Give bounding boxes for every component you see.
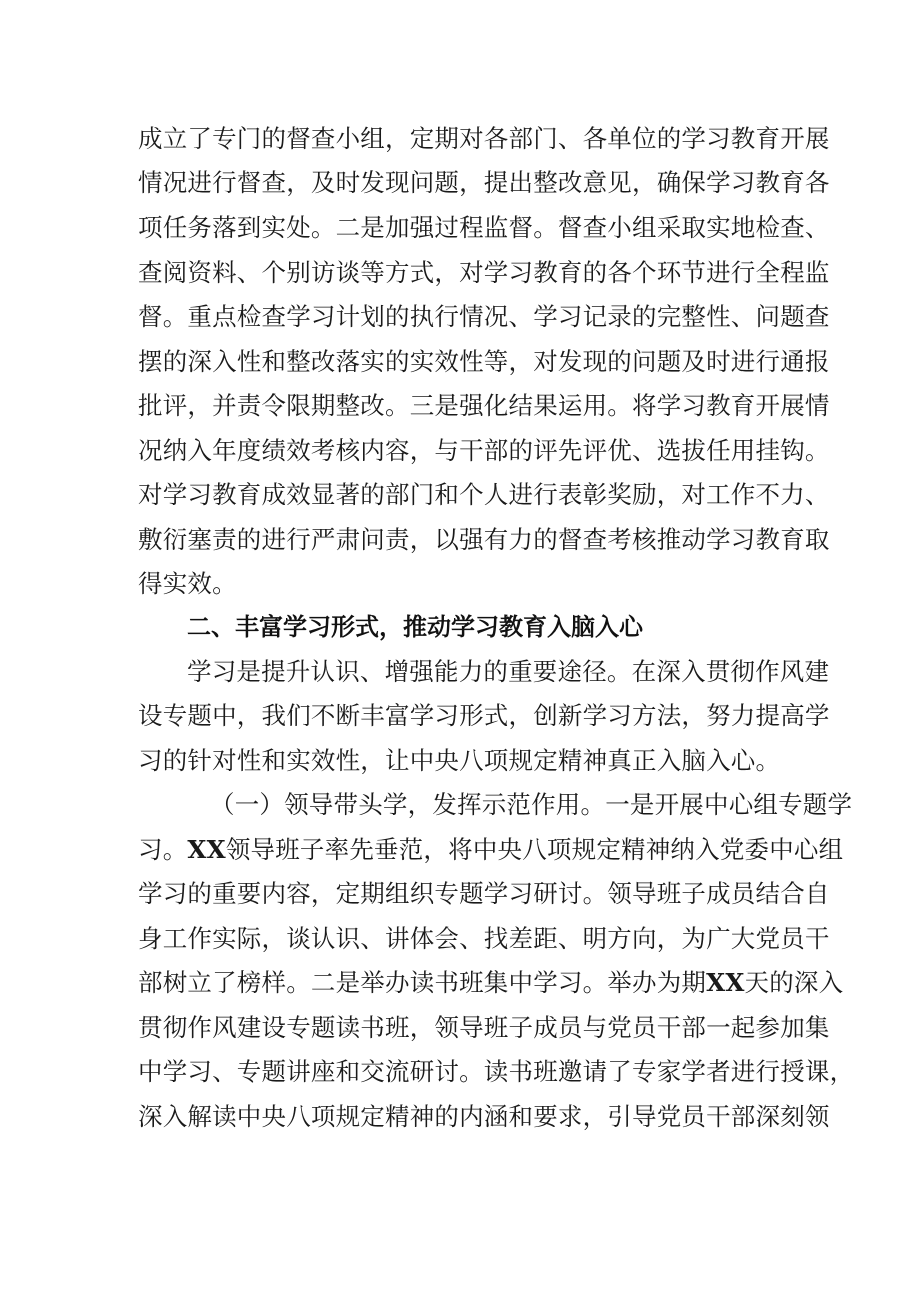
paragraph-3-line-8: 深入解读中央八项规定精神的内涵和要求，引导党员干部深刻领 <box>138 1102 830 1131</box>
paragraph-3-line-2 <box>138 835 844 865</box>
paragraph-1-line-2: 情况进行督查，及时发现问题，提出整改意见，确保学习教育各 <box>138 168 830 197</box>
paragraph-1-line-6: 摆的深入性和整改落实的实效性等，对发现的问题及时进行通报 <box>138 347 830 376</box>
paragraph-3-line-6: 贯彻作风建设专题读书班，领导班子成员与党员干部一起参加集 <box>138 1013 830 1042</box>
paragraph-1-line-4: 查阅资料、个别访谈等方式，对学习教育的各个环节进行全程监 <box>138 258 830 287</box>
paragraph-2-line-1: 学习是提升认识、增强能力的重要途径。在深入贯彻作风建 <box>187 657 830 686</box>
paragraph-2-line-2: 设专题中，我们不断丰富学习形式，创新学习方法，努力提高学 <box>138 701 830 730</box>
paragraph-1-line-7: 批评，并责令限期整改。三是强化结果运用。将学习教育开展情 <box>138 391 830 420</box>
placeholder-xx: XX <box>187 835 226 864</box>
section-heading: 二、丰富学习形式，推动学习教育入脑入心 <box>187 613 643 641</box>
paragraph-2-line-3: 习的针对性和实效性，让中央八项规定精神真正入脑入心。 <box>138 746 781 775</box>
paragraph-3-line-5 <box>138 968 844 998</box>
paragraph-3-line-1: （一）领导带头学，发挥示范作用。一是开展中心组专题学 <box>210 790 853 819</box>
paragraph-1-line-8: 况纳入年度绩效考核内容，与干部的评先评优、选拔任用挂钩。 <box>138 436 830 465</box>
paragraph-1-line-10: 敷衍塞责的进行严肃问责，以强有力的督查考核推动学习教育取 <box>138 525 830 554</box>
placeholder-xx: XX <box>706 968 745 997</box>
paragraph-1-line-1: 成立了专门的督查小组，定期对各部门、各单位的学习教育开展 <box>138 124 830 153</box>
paragraph-3-line-3: 学习的重要内容，定期组织专题学习研讨。领导班子成员结合自 <box>138 879 830 908</box>
paragraph-1-line-9: 对学习教育成效显著的部门和个人进行表彰奖励，对工作不力、 <box>138 480 830 509</box>
line-rest: 领导班子率先垂范，将中央八项规定精神纳入党委中心组 <box>225 835 844 864</box>
paragraph-1-line-11: 得实效。 <box>138 569 237 598</box>
line-after: 天的深入 <box>744 968 844 997</box>
line-prefix: 习。 <box>138 835 188 864</box>
paragraph-1-line-3: 项任务落到实处。二是加强过程监督。督查小组采取实地检查、 <box>138 213 830 242</box>
paragraph-3-line-7: 中学习、专题讲座和交流研讨。读书班邀请了专家学者进行授课， <box>138 1057 855 1086</box>
paragraph-1-line-5: 督。重点检查学习计划的执行情况、学习记录的完整性、问题查 <box>138 302 830 331</box>
paragraph-3-line-4: 身工作实际，谈认识、讲体会、找差距、明方向，为广大党员干 <box>138 924 830 953</box>
line-before: 部树立了榜样。二是举办读书班集中学习。举办为期 <box>138 968 707 997</box>
